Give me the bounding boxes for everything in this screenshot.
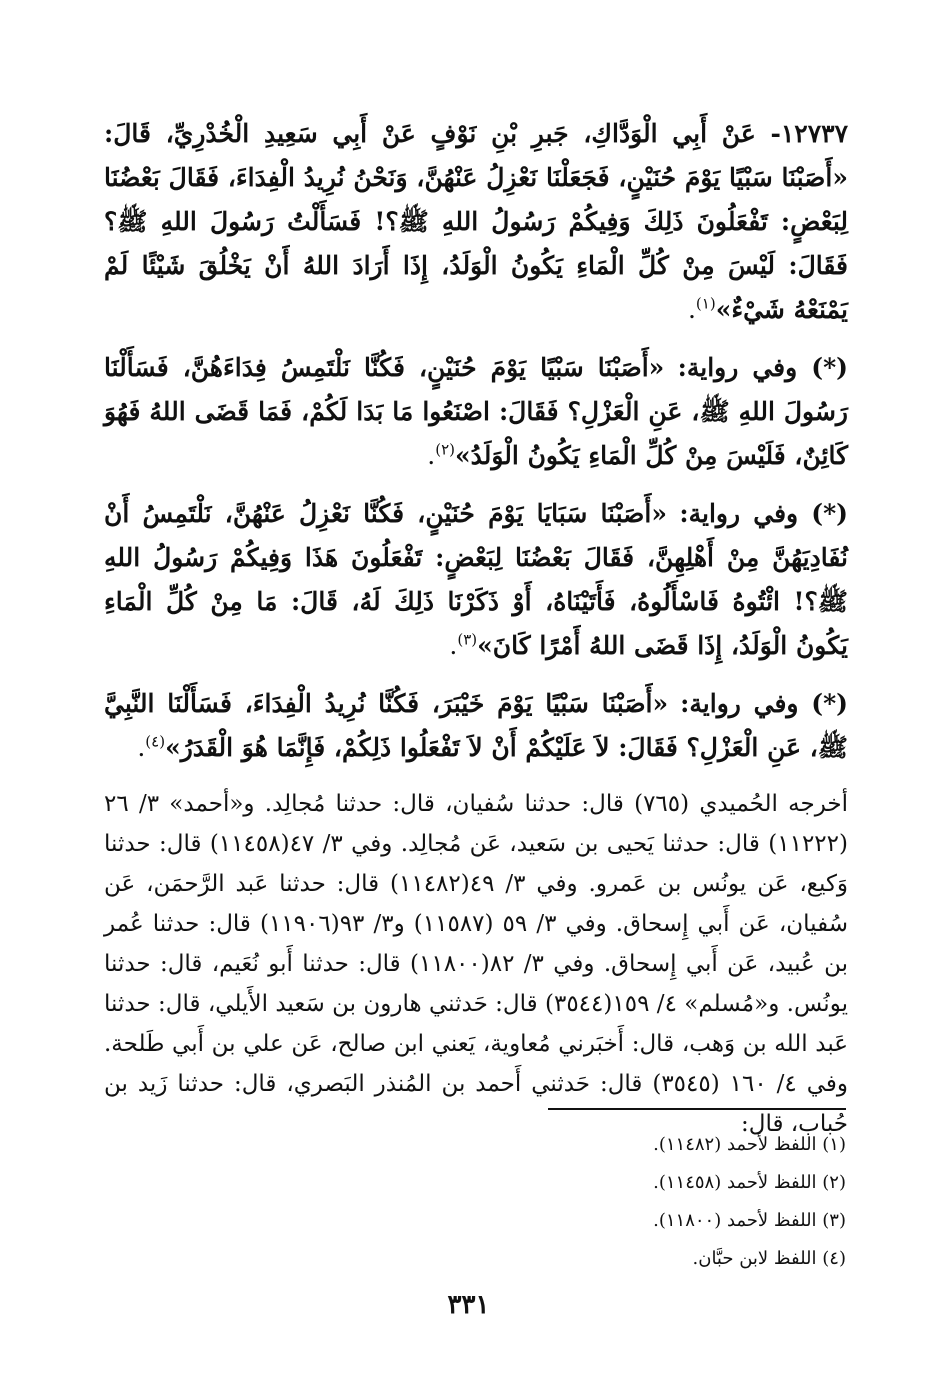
narration-label: (*) وفي رواية: — [677, 353, 848, 382]
narration-paragraph: (*) وفي رواية: «أَصَبْنَا سَبْيًا يَوْمَ حُنَيْنٍ، فَكُنَّا نَلْتَمِسُ فِدَاءَهُنَّ، فَسَأَلْنَا رَسُولَ اللهِ ﷺ، عَنِ الْعَزْلِ؟ فَقَالَ: اصْنَعُوا مَا بَدَا لَكُمْ، فَمَا قَضَى اللهُ فَهُوَ كَائِنٌ، فَلَيْسَ مِنْ كُلِّ الْمَاءِ يَكُونُ الْوَلَدُ»$^{(٢)}$. — [104, 353, 848, 470]
main-text — [104, 112, 848, 1144]
footnote-ref: (٢) — [435, 440, 456, 459]
footnote-item: (١) اللفظ لأحمد (١١٤٨٢). — [653, 1134, 846, 1155]
takhrij-paragraph: أخرجه الحُميدي (٧٦٥) قال: حدثنا سُفيان، قال: حدثنا مُجالِد. و«أحمد» ٣/ ٢٦ (١١٢٢٢) قال: حدثنا يَحيى بن سَعيد، عَن مُجالِد. وفي ٣/ ٤٧(١١٤٥٨) قال: حدثنا وَكيع، عَن يونُس بن عَمرو. وفي ٣/ ٤٩(١١٤٨٢) قال: حدثنا عَبد الرَّحمَن، عَن سُفيان، عَن أَبي إِسحاق. وفي ٣/ ٥٩ (١١٥٨٧) و٣/ ٩٣(١١٩٠٦) قال: حدثنا عُمر بن عُبيد، عَن أَبي إِسحاق. وفي ٣/ ٨٢(١١٨٠٠) قال: حدثنا أَبو نُعَيم، قال: حدثنا يونُس. و«مُسلم» ٤/ ١٥٩(٣٥٤٤) قال: حَدثني هارون بن سَعيد الأَيلي، قال: حدثنا عَبد الله بن وَهب، قال: أَخبَرني مُعاوية، يَعني ابن صالح، عَن علي بن أَبي طَلحة. وفي ٤/ ١٦٠ (٣٥٤٥) قال: حَدثني أَحمد بن المُنذر البَصري، قال: حدثنا زَيد بن حُباب، قال: — [104, 791, 849, 1137]
footnote-ref: (١) — [695, 294, 716, 313]
footnote-item: (٢) اللفظ لأحمد (١١٤٥٨). — [653, 1172, 846, 1193]
footnotes — [104, 1126, 846, 1278]
footnote-divider — [548, 1108, 846, 1110]
hadith-paragraph: ١٢٧٣٧- عَنْ أَبِي الْوَدَّاكِ، جَبرِ بْنِ نَوْفٍ عَنْ أَبِي سَعِيدِ الْخُدْرِيِّ، قَالَ: «أَصَبْنَا سَبْيًا يَوْمَ حُنَيْنٍ، فَجَعَلْنَا نَعْزِلُ عَنْهُنَّ، وَنَحْنُ نُرِيدُ الْفِدَاءَ، فَقَالَ بَعْضُنَا لِبَعْضٍ: تَفْعَلُونَ ذَلِكَ وَفِيكُمْ رَسُولُ اللهِ ﷺ؟! فَسَأَلْتُ رَسُولَ اللهِ ﷺ؟ فَقَالَ: لَيْسَ مِنْ كُلِّ الْمَاءِ يَكُونُ الْوَلَدُ، إِذَا أَرَادَ اللهُ أَنْ يَخْلُقَ شَيْئًا لَمْ يَمْنَعْهُ شَيْءٌ»$^{(١)}$. — [104, 119, 848, 324]
hadith-text: «أَصَبْنَا سَبْيًا يَوْمَ حُنَيْنٍ، فَجَعَلْنَا نَعْزِلُ عَنْهُنَّ، وَنَحْنُ نُرِيدُ الْفِدَاءَ، فَقَالَ بَعْضُنَا لِبَعْضٍ: تَفْعَلُونَ ذَلِكَ وَفِيكُمْ رَسُولُ اللهِ ﷺ؟! فَسَأَلْتُ رَسُولَ اللهِ ﷺ؟ فَقَالَ: لَيْسَ مِنْ كُلِّ الْمَاءِ يَكُونُ الْوَلَدُ، إِذَا أَرَادَ اللهُ أَنْ يَخْلُقَ شَيْئًا لَمْ يَمْنَعْهُ شَيْءٌ» — [104, 163, 848, 324]
hadith-text: «أَصَبْنَا سَبْيًا يَوْمَ حُنَيْنٍ، فَكُنَّا نَلْتَمِسُ فِدَاءَهُنَّ، فَسَأَلْنَا رَسُولَ اللهِ ﷺ، عَنِ الْعَزْلِ؟ فَقَالَ: اصْنَعُوا مَا بَدَا لَكُمْ، فَمَا قَضَى اللهُ فَهُوَ كَائِنٌ، فَلَيْسَ مِنْ كُلِّ الْمَاءِ يَكُونُ الْوَلَدُ» — [104, 353, 848, 470]
narration-label: (*) وفي رواية: — [680, 689, 849, 718]
narration-label: (*) وفي رواية: — [679, 499, 848, 528]
narration-paragraph: (*) وفي رواية: «أَصَبْنَا سَبَايَا يَوْمَ حُنَيْنٍ، فَكُنَّا نَعْزِلُ عَنْهُنَّ، نَلْتَمِسُ أَنْ نُفَادِيَهُنَّ مِنْ أَهْلِهِنَّ، فَقَالَ بَعْضُنَا لِبَعْضٍ: تَفْعَلُونَ هَذَا وَفِيكُمْ رَسُولُ اللهِ ﷺ؟! ائْتُوهُ فَاسْأَلُوهُ، فَأَتَيْنَاهُ، أَوْ ذَكَرْنَا ذَلِكَ لَهُ، قَالَ: مَا مِنْ كُلِّ الْمَاءِ يَكُونُ الْوَلَدُ، إِذَا قَضَى اللهُ أَمْرًا كَانَ»$^{(٣)}$. — [104, 499, 848, 660]
hadith-heading: ١٢٧٣٧- عَنْ أَبِي الْوَدَّاكِ، جَبرِ بْنِ نَوْفٍ عَنْ أَبِي سَعِيدِ الْخُدْرِيِّ، قَالَ: — [104, 119, 848, 148]
page-number: ٣٣١ — [447, 1290, 490, 1320]
footnote-ref: (٤) — [145, 732, 166, 751]
hadith-text: «أَصَبْنَا سَبْيًا يَوْمَ خَيْبَرَ، فَكُنَّا نُرِيدُ الْفِدَاءَ، فَسَأَلْنَا النَّبِيَّ ﷺ، عَنِ الْعَزْلِ؟ فَقَالَ: لاَ عَلَيْكُمْ أَنْ لاَ تَفْعَلُوا ذَلِكُمْ، فَإِنَّمَا هُوَ الْقَدَرُ» — [104, 689, 848, 762]
narration-paragraph: (*) وفي رواية: «أَصَبْنَا سَبْيًا يَوْمَ خَيْبَرَ، فَكُنَّا نُرِيدُ الْفِدَاءَ، فَسَأَلْنَا النَّبِيَّ ﷺ، عَنِ الْعَزْلِ؟ فَقَالَ: لاَ عَلَيْكُمْ أَنْ لاَ تَفْعَلُوا ذَلِكُمْ، فَإِنَّمَا هُوَ الْقَدَرُ»$^{(٤)}$. — [104, 689, 849, 762]
footnote-item: (٤) اللفظ لابن حبَّان. — [692, 1248, 846, 1269]
footnote-item: (٣) اللفظ لأحمد (١١٨٠٠). — [653, 1210, 846, 1231]
footnote-ref: (٣) — [457, 630, 478, 649]
hadith-text: «أَصَبْنَا سَبَايَا يَوْمَ حُنَيْنٍ، فَكُنَّا نَعْزِلُ عَنْهُنَّ، نَلْتَمِسُ أَنْ نُفَادِيَهُنَّ مِنْ أَهْلِهِنَّ، فَقَالَ بَعْضُنَا لِبَعْضٍ: تَفْعَلُونَ هَذَا وَفِيكُمْ رَسُولُ اللهِ ﷺ؟! ائْتُوهُ فَاسْأَلُوهُ، فَأَتَيْنَاهُ، أَوْ ذَكَرْنَا ذَلِكَ لَهُ، قَالَ: مَا مِنْ كُلِّ الْمَاءِ يَكُونُ الْوَلَدُ، إِذَا قَضَى اللهُ أَمْرًا كَانَ» — [104, 499, 848, 660]
